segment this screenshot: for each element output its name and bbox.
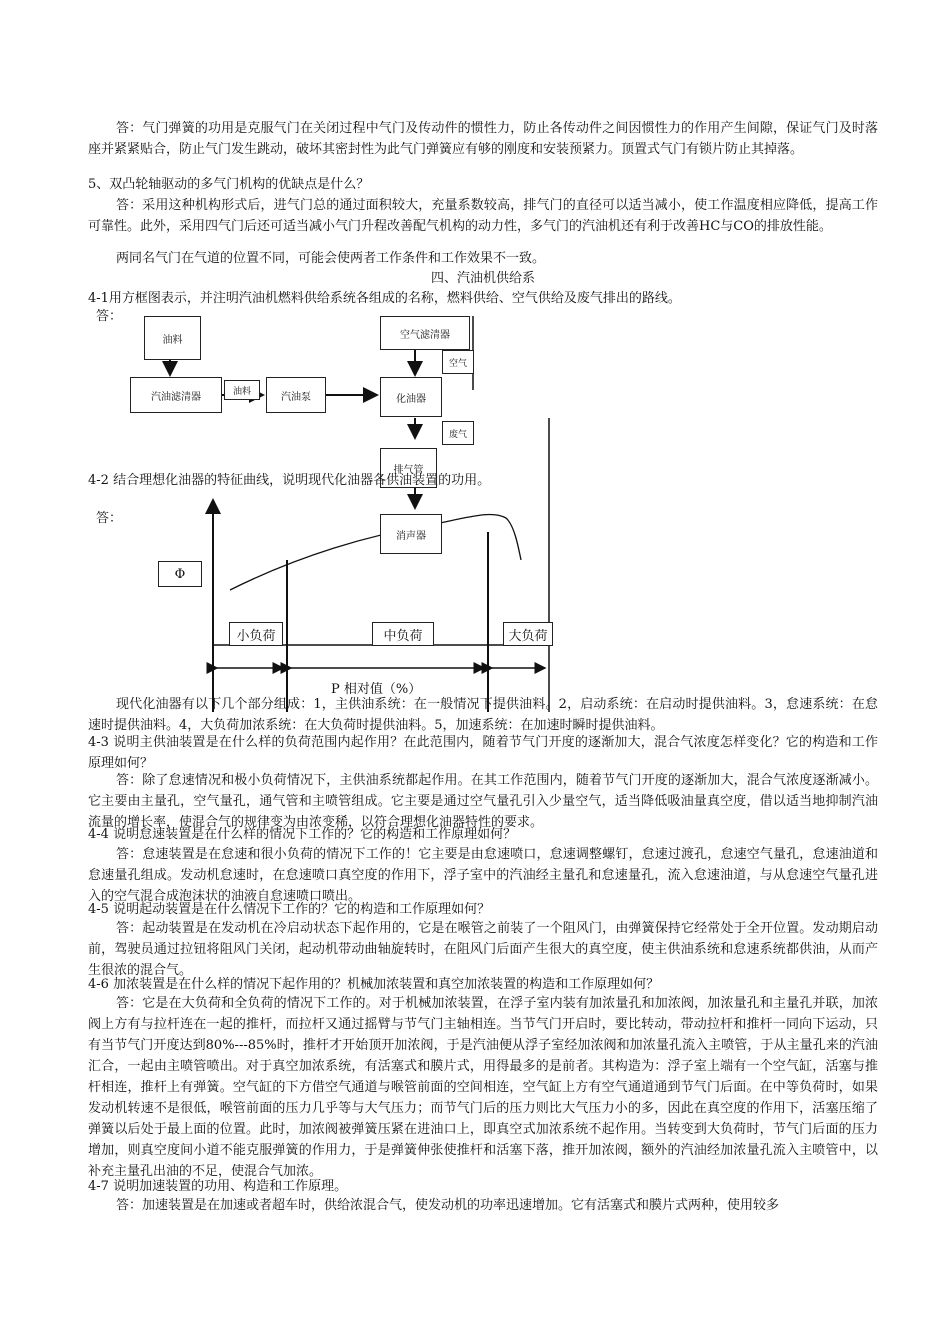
box-carburetor: 化油器 — [380, 377, 442, 417]
chart-label-low-load: 小负荷 — [229, 622, 283, 646]
box-muffler: 消声器 — [380, 514, 442, 554]
chart-label-mid-load: 中负荷 — [372, 622, 434, 646]
answer-4-5: 答：起动装置是在发动机在冷启动状态下起作用的，它是在喉管之前装了一个阻风门，由弹簧保持它经常处于全开位置。发动期启动前，驾驶员通过拉钮将阻风门关闭，起动机带动曲轴旋转时，在阻风门后面产生很大的真空度，使主供油系统和怠速系统都供油，从而产生很浓的混合气。 — [88, 921, 878, 978]
answer-valve-spring: 答：气门弹簧的功用是克服气门在关闭过程中气门及传动件的惯性力，防止各传动件之间因惯性力的作用产生间隙，保证气门及时落座并紧紧贴合，防止气门发生跳动，破坏其密封性为此气门弹簧应有够的刚度和安装预紧力。顶置式气门有锁片防止其掉落。 — [88, 121, 878, 157]
answer-5: 答：采用这种机构形式后，进气门总的通过面积较大，充量系数较高，排气门的直径可以适当减小，使工作温度相应降低，提高工作可靠性。此外，采用四气门后还可适当减小气门升程改善配气机构的动力性，多气门的汽油机还有利于改善HC与CO的排放性能。 — [88, 198, 878, 234]
question-4-7: 4-7 说明加速装置的功用、构造和工作原理。 — [88, 1179, 348, 1194]
question-4-5: 4-5 说明起动装置是在什么情况下工作的？它的构造和工作原理如何？ — [88, 902, 491, 917]
answer-label-4-2: 答： — [96, 511, 123, 526]
chart-y-label: Φ — [158, 561, 202, 587]
chart-x-label: P 相对值（%） — [331, 682, 422, 697]
section-heading: 四、汽油机供给系 — [430, 271, 535, 286]
answer-label-4-1: 答： — [96, 309, 123, 324]
box-fuel-pump: 汽油泵 — [266, 377, 326, 413]
answer-4-7: 答：加速装置是在加速或者超车时，供给浓混合气，使发动机的功率迅速增加。它有活塞式和膜片式两种，使用较多 — [116, 1198, 780, 1213]
box-exhaust-pipe: 排气管 — [380, 448, 437, 488]
label-air: 空气 — [442, 350, 474, 374]
chart-label-high-load: 大负荷 — [503, 622, 553, 646]
answer-5-note: 两同名气门在气道的位置不同，可能会使两者工作条件和工作效果不一致。 — [116, 251, 546, 266]
answer-4-6: 答：它是在大负荷和全负荷的情况下工作的。对于机械加浓装置，在浮子室内装有加浓量孔和加浓阀，加浓量孔和主量孔并联，加浓阀上方有与拉杆连在一起的推杆，而拉杆又通过摇臂与节气门主轴相连。当节气门开启时，要比转动，带动拉杆和推杆一同向下运动，只有当节气门开度达到80%---85%时，推杆才开始顶开加浓阀，于是汽油便从浮子室经加浓阀和加浓量孔流入主喷管，于从主量孔来的汽油汇合，一起由主喷管喷出。对于真空加浓系统，有活塞式和膜片式，用得最多的是前者。其构造为：浮子室上端有一个空气缸，活塞与推杆相连，推杆上有弹簧。空气缸的下方借空气通道与喉管前面的空间相连，空气缸上方有空气通道通到节气门后面。在中等负荷时，如果发动机转速不是很低，喉管前面的压力几乎等与大气压力；而节气门后的压力则比大气压力小的多，因此在真空度的作用下，活塞压缩了弹簧以后处于最上面的位置。此时，加浓阀被弹簧压紧在进油口上，即真空式加浓系统不起作用。当转变到大负荷时，节气门后面的压力增加，则真空度间小道不能克服弹簧的作用力，于是弹簧伸张使推杆和活塞下落，推开加浓阀，额外的汽油经加浓量孔流入主喷管中，以补充主量孔出油的不足，使混合气加浓。 — [88, 996, 878, 1179]
question-4-2: 4-2 结合理想化油器的特征曲线，说明现代化油器各供油装置的功用。 — [88, 473, 491, 488]
question-4-1: 4-1用方框图表示，并注明汽油机燃料供给系统各组成的名称，燃料供给、空气供给及废气排出的路线。 — [88, 291, 681, 306]
question-5: 5、双凸轮轴驱动的多气门机构的优缺点是什么？ — [88, 177, 370, 192]
label-fuel-flow: 油料 — [224, 380, 260, 400]
paragraph-4-2: 现代化油器有以下几个部分组成：1，主供油系统：在一般情况下提供油料。2，启动系统：在启动时提供油料。3，怠速系统：在怠速时提供油料。4，大负荷加浓系统：在大负荷时提供油料。5，加速系统：在加速时瞬时提供油料。 — [88, 697, 878, 733]
answer-4-3: 答：除了怠速情况和极小负荷情况下，主供油系统都起作用。在其工作范围内，随着节气门开度的逐渐加大，混合气浓度逐渐减小。它主要由主量孔，空气量孔，通气管和主喷管组成。它主要是通过空气量孔引入少量空气，适当降低吸油量真空度，借以适当地抑制汽油流量的增长率，使混合气的规律变为由浓变稀，以符合理想化油器特性的要求。 — [88, 773, 878, 830]
box-fuel: 油料 — [144, 316, 201, 360]
box-air-filter: 空气滤清器 — [380, 316, 470, 350]
question-4-6: 4-6 加浓装置是在什么样的情况下起作用的？机械加浓装置和真空加浓装置的构造和工作原理如何？ — [88, 977, 660, 992]
answer-4-4: 答：怠速装置是在怠速和很小负荷的情况下工作的！它主要是由怠速喷口，怠速调整螺钉，怠速过渡孔，怠速空气量孔，怠速油道和怠速量孔组成。发动机怠速时，在怠速喷口真空度的作用下，浮子室中的汽油经主量孔和怠速量孔，流入怠速油道，与从怠速空气量孔进入的空气混合成泡沫状的油液自怠速喷口喷出。 — [88, 847, 878, 904]
label-exhaust: 废气 — [442, 421, 474, 445]
box-gasoline-filter: 汽油滤清器 — [130, 377, 222, 413]
question-4-4: 4-4 说明怠速装置是在什么样的情况下工作的？它的构造和工作原理如何？ — [88, 827, 517, 842]
question-4-3: 4-3 说明主供油装置是在什么样的负荷范围内起作用？在此范围内，随着节气门开度的逐渐加大，混合气浓度怎样变化？它的构造和工作原理如何？ — [88, 735, 878, 771]
